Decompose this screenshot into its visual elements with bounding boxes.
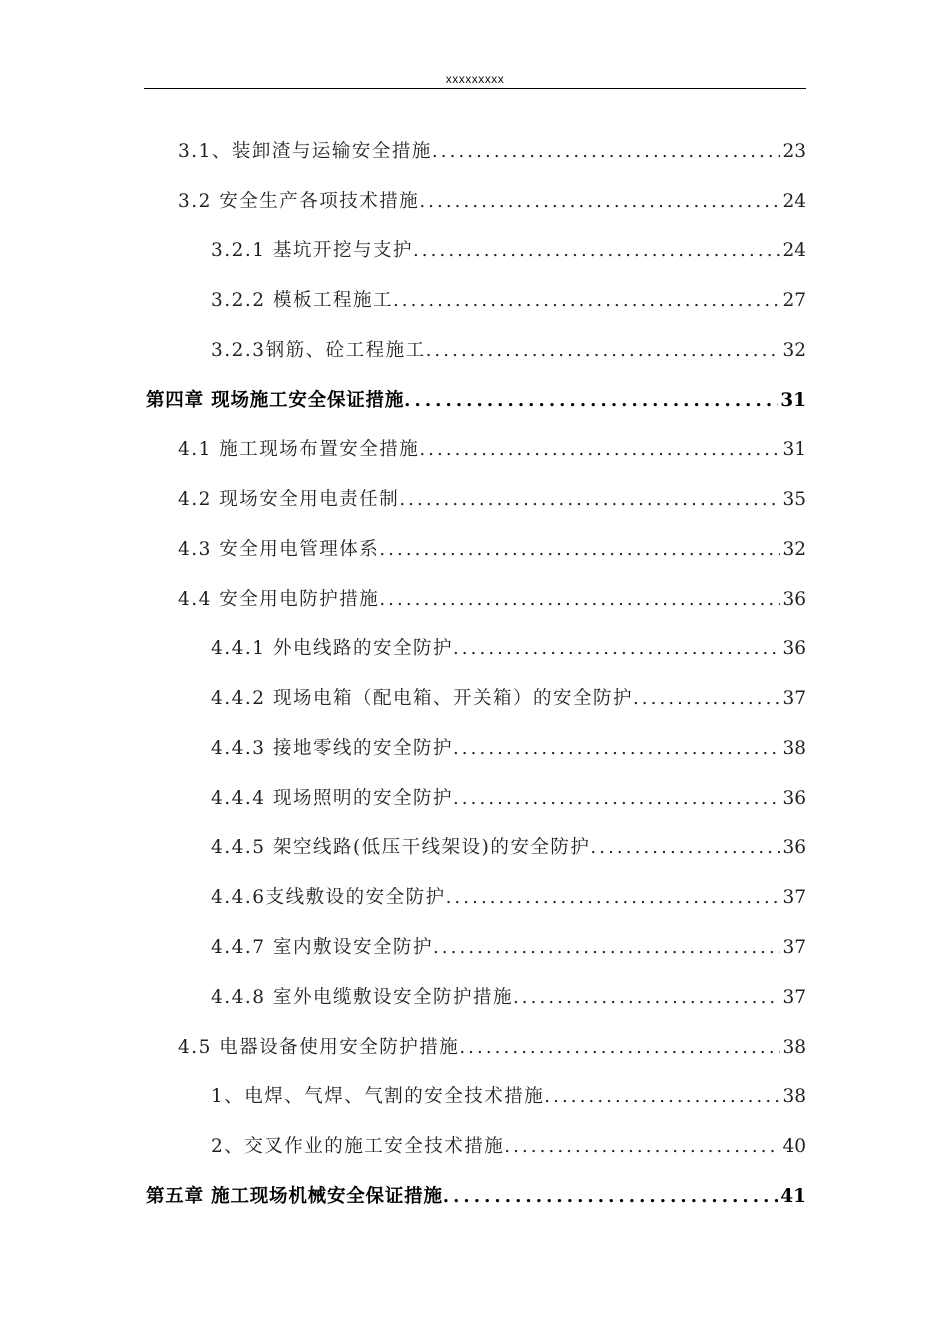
toc-entry-page: 37 bbox=[782, 987, 806, 1008]
toc-entry-page: 27 bbox=[782, 290, 806, 311]
toc-entry-page: 36 bbox=[782, 788, 806, 809]
toc-entry[interactable] bbox=[211, 983, 806, 1013]
toc-entry-page: 32 bbox=[782, 539, 806, 560]
toc-entry-page: 40 bbox=[782, 1136, 806, 1157]
toc-entry-title: 1、电焊、气焊、气割的安全技术措施 bbox=[211, 1086, 545, 1107]
toc-entry[interactable] bbox=[178, 485, 806, 515]
toc-entry-title: 第五章 施工现场机械安全保证措施 bbox=[146, 1186, 443, 1207]
toc-entry[interactable] bbox=[178, 535, 806, 565]
toc-entry[interactable] bbox=[178, 1033, 806, 1063]
toc-entry[interactable] bbox=[178, 585, 806, 615]
toc-entry-title: 4.2 现场安全用电责任制 bbox=[178, 489, 400, 510]
toc-entry[interactable] bbox=[211, 1082, 806, 1112]
toc-entry[interactable] bbox=[146, 386, 806, 416]
toc-leader-dots bbox=[453, 734, 780, 764]
toc-entry-page: 37 bbox=[782, 887, 806, 908]
toc-entry-page: 23 bbox=[782, 141, 806, 162]
toc-entry-page: 41 bbox=[780, 1186, 806, 1207]
toc-entry-title: 4.4.7 室内敷设安全防护 bbox=[211, 937, 433, 958]
toc-leader-dots bbox=[453, 634, 780, 664]
toc-entry-title: 4.4.4 现场照明的安全防护 bbox=[211, 788, 453, 809]
toc-entry-page: 36 bbox=[782, 837, 806, 858]
toc-entry[interactable] bbox=[211, 634, 806, 664]
toc-entry[interactable] bbox=[211, 684, 806, 714]
toc-entry-title: 4.1 施工现场布置安全措施 bbox=[178, 439, 420, 460]
toc-entry-title: 3.1、装卸渣与运输安全措施 bbox=[178, 141, 432, 162]
toc-entry-title: 2、交叉作业的施工安全技术措施 bbox=[211, 1136, 505, 1157]
toc-entry-title: 4.3 安全用电管理体系 bbox=[178, 539, 380, 560]
toc-entry-page: 31 bbox=[782, 439, 806, 460]
toc-leader-dots bbox=[419, 435, 780, 465]
toc-entry-title: 4.4.2 现场电箱（配电箱、开关箱）的安全防护 bbox=[211, 688, 633, 709]
toc-entry-page: 37 bbox=[782, 937, 806, 958]
toc-leader-dots bbox=[504, 1132, 780, 1162]
toc-entry-title: 3.2.1 基坑开挖与支护 bbox=[211, 240, 413, 261]
toc-entry[interactable] bbox=[211, 336, 806, 366]
toc-entry-page: 37 bbox=[782, 688, 806, 709]
toc-entry[interactable] bbox=[211, 734, 806, 764]
toc-entry-page: 24 bbox=[782, 191, 806, 212]
toc-leader-dots bbox=[404, 386, 778, 416]
toc-leader-dots bbox=[432, 137, 781, 167]
toc-entry-page: 24 bbox=[782, 240, 806, 261]
toc-entry[interactable] bbox=[178, 137, 806, 167]
toc-entry[interactable] bbox=[211, 286, 806, 316]
toc-entry-title: 4.4.3 接地零线的安全防护 bbox=[211, 738, 453, 759]
toc-leader-dots bbox=[419, 187, 780, 217]
toc-entry-title: 4.4.5 架空线路(低压干线架设)的安全防护 bbox=[211, 837, 591, 858]
toc-leader-dots bbox=[379, 585, 780, 615]
toc-entry[interactable] bbox=[178, 435, 806, 465]
toc-entry[interactable] bbox=[211, 833, 806, 863]
toc-entry[interactable] bbox=[211, 236, 806, 266]
toc-entry-page: 38 bbox=[782, 1037, 806, 1058]
toc-leader-dots bbox=[446, 883, 781, 913]
toc-leader-dots bbox=[426, 336, 781, 366]
toc-entry[interactable] bbox=[211, 784, 806, 814]
toc-entry[interactable] bbox=[178, 187, 806, 217]
toc-entry-title: 4.4 安全用电防护措施 bbox=[178, 589, 380, 610]
toc-entry-page: 31 bbox=[780, 390, 806, 411]
toc-leader-dots bbox=[379, 535, 780, 565]
toc-entry[interactable] bbox=[211, 883, 806, 913]
running-header: xxxxxxxxx bbox=[445, 72, 505, 86]
toc-entry-title: 4.4.8 室外电缆敷设安全防护措施 bbox=[211, 987, 513, 1008]
toc-entry-title: 3.2.2 模板工程施工 bbox=[211, 290, 393, 311]
toc-entry-title: 4.4.6支线敷设的安全防护 bbox=[211, 887, 446, 908]
toc-entry-title: 3.2.3钢筋、砼工程施工 bbox=[211, 340, 426, 361]
toc-leader-dots bbox=[513, 983, 780, 1013]
toc-entry-page: 38 bbox=[782, 738, 806, 759]
toc-entry-page: 32 bbox=[782, 340, 806, 361]
toc-leader-dots bbox=[433, 933, 780, 963]
toc-entry-page: 38 bbox=[782, 1086, 806, 1107]
toc-leader-dots bbox=[399, 485, 780, 515]
toc-leader-dots bbox=[413, 236, 780, 266]
toc-entry[interactable] bbox=[211, 933, 806, 963]
toc-leader-dots bbox=[590, 833, 780, 863]
toc-entry[interactable] bbox=[211, 1132, 806, 1162]
toc-entry-page: 35 bbox=[782, 489, 806, 510]
toc-leader-dots bbox=[393, 286, 780, 316]
toc-leader-dots bbox=[633, 684, 780, 714]
toc-leader-dots bbox=[544, 1082, 780, 1112]
toc-leader-dots bbox=[443, 1182, 779, 1212]
toc-entry-page: 36 bbox=[782, 638, 806, 659]
toc-leader-dots bbox=[459, 1033, 780, 1063]
toc-entry-title: 3.2 安全生产各项技术措施 bbox=[178, 191, 420, 212]
toc-entry-title: 第四章 现场施工安全保证措施 bbox=[146, 390, 405, 411]
toc-entry-page: 36 bbox=[782, 589, 806, 610]
toc-entry-title: 4.5 电器设备使用安全防护措施 bbox=[178, 1037, 460, 1058]
toc-entry-title: 4.4.1 外电线路的安全防护 bbox=[211, 638, 453, 659]
toc-entry[interactable] bbox=[146, 1182, 806, 1212]
toc-leader-dots bbox=[453, 784, 780, 814]
